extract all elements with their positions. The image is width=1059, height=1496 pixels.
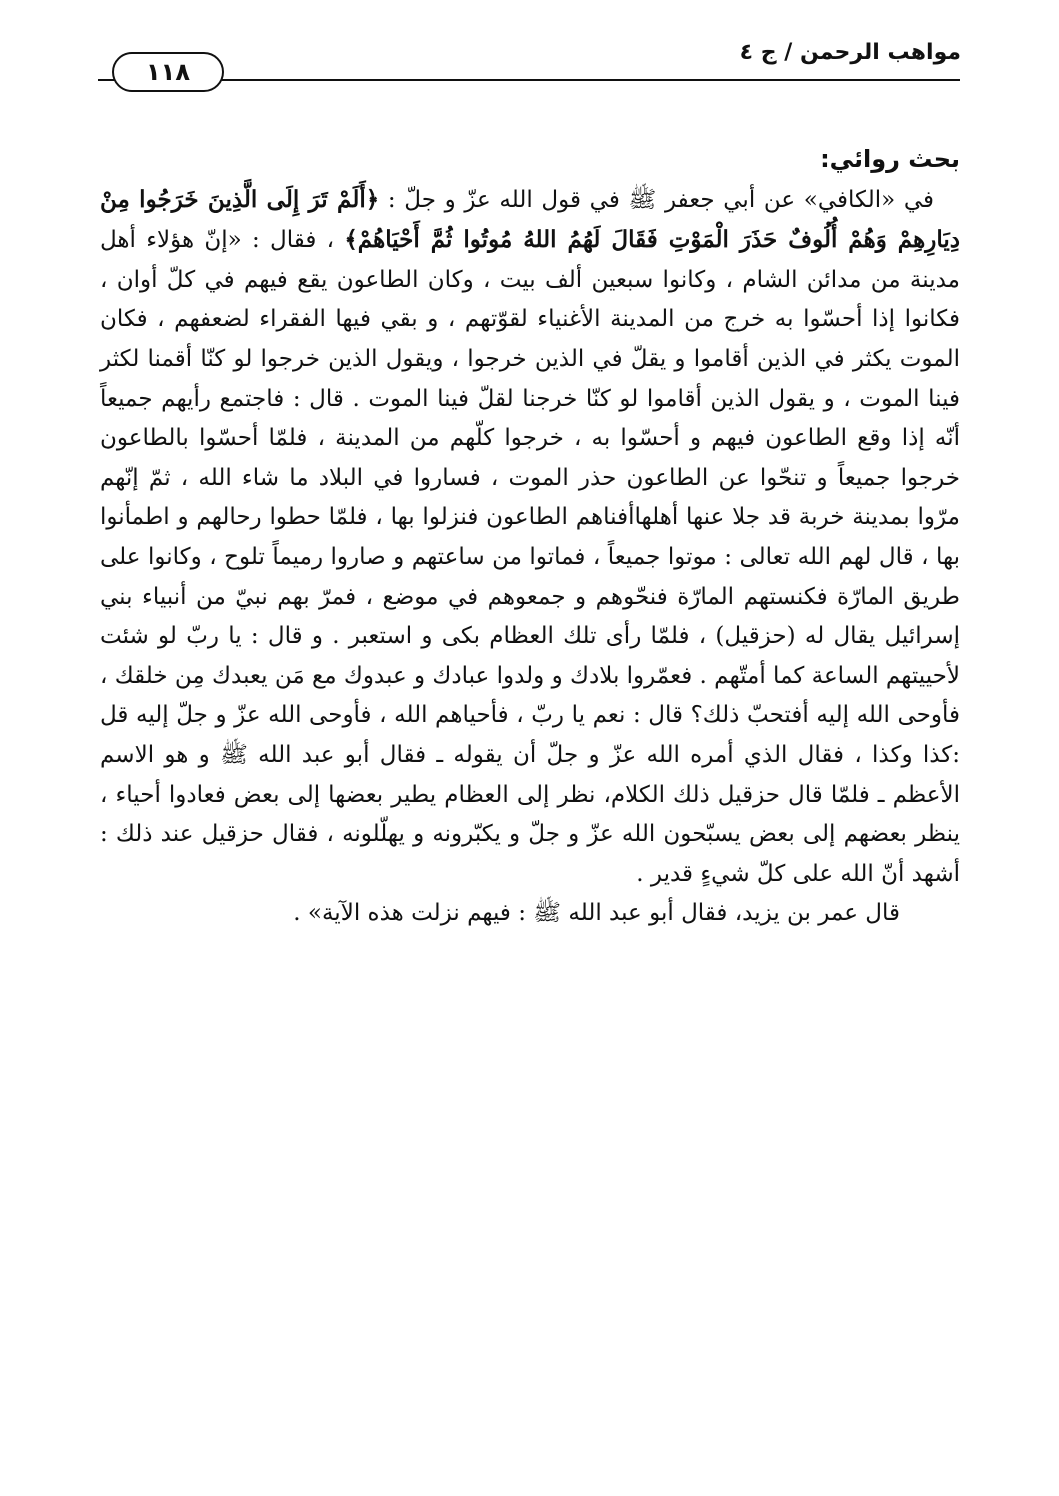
- closing-narration: قال عمر بن يزيد، فقال أبو عبد الله ﷺ : فيهم نزلت هذه الآية» .: [293, 900, 900, 927]
- quran-verse: ﴿أَلَمْ تَرَ إِلَى الَّذِينَ خَرَجُوا مِنْ دِيَارِهِمْ وَهُمْ أُلُوفٌ حَذَرَ الْمَوْتِ فَقَالَ لَهُمُ اللهُ مُوتُوا ثُمَّ أَحْيَاهُمْ﴾: [100, 185, 960, 254]
- running-head: مواهب الرحمن / ج ٤: [739, 40, 961, 65]
- section-title: بحث روائي:: [820, 145, 960, 173]
- page-number: [112, 52, 224, 92]
- page-body: [100, 140, 960, 934]
- page-number-text: ١١٨: [146, 58, 190, 86]
- header-rule: [98, 79, 960, 81]
- narration-paragraph: [100, 180, 960, 895]
- narration-intro: في «الكافي» عن أبي جعفر ﷺ في قول الله عزّ و جلّ :: [379, 186, 934, 213]
- narration-text: ، فقال : «إنّ هؤلاء أهل مدينة من مدائن الشام ، وكانوا سبعين ألف بيت ، وكان الطاعون يقع فيهم في كلّ أوان ، فكانوا إذا أحسّوا به خرج من المدينة الأغنياء لقوّتهم ، و بقي فيها الفقراء لضعفهم ، فكان الموت يكثر في الذين أقاموا و يقلّ في الذين خرجوا ، ويقول الذين خرجوا لو كنّا أقمنا لكثر فينا الموت ، و يقول الذين أقاموا لو كنّا خرجنا لقلّ فينا الموت . قال : فاجتمع رأيهم جميعاً أنّه إذا وقع الطاعون فيهم و أحسّوا به ، خرجوا كلّهم من المدينة ، فلمّا أحسّوا بالطاعون خرجوا جميعاً و تنحّوا عن الطاعون حذر الموت ، فساروا في البلاد ما شاء الله ، ثمّ إنّهم مرّوا بمدينة خربة قد جلا عنها أهلهاأفناهم الطاعون فنزلوا بها ، فلمّا حطوا رحالهم و اطمأنوا بها ، قال لهم الله تعالى : موتوا جميعاً ، فماتوا من ساعتهم و صاروا رميماً تلوح ، وكانوا على طريق المارّة فكنستهم المارّة فنحّوهم و جمعوهم في موضع ، فمرّ بهم نبيّ من أنبياء بني إسرائيل يقال له (حزقيل) ، فلمّا رأى تلك العظام بكى و استعبر . و قال : يا ربّ لو شئت لأحييتهم الساعة كما أمتّهم . فعمّروا بلادك و ولدوا عبادك و عبدوك مع مَن يعبدك مِن خلقك ، فأوحى الله إليه أفتحبّ ذلك؟ قال : نعم يا ربّ ، فأحياهم الله ، فأوحى الله عزّ و جلّ إليه قل :كذا وكذا ، فقال الذي أمره الله عزّ و جلّ أن يقوله ـ فقال أبو عبد الله ﷺ و هو الاسم الأعظم ـ فلمّا قال حزقيل ذلك الكلام، نظر إلى العظام يطير بعضها إلى بعض فعادوا أحياء ، ينظر بعضهم إلى بعض يسبّحون الله عزّ و جلّ و يكبّرونه و يهلّلونه ، فقال حزقيل عند ذلك : أشهد أنّ الله على كلّ شيءٍ قدير .: [100, 227, 960, 887]
